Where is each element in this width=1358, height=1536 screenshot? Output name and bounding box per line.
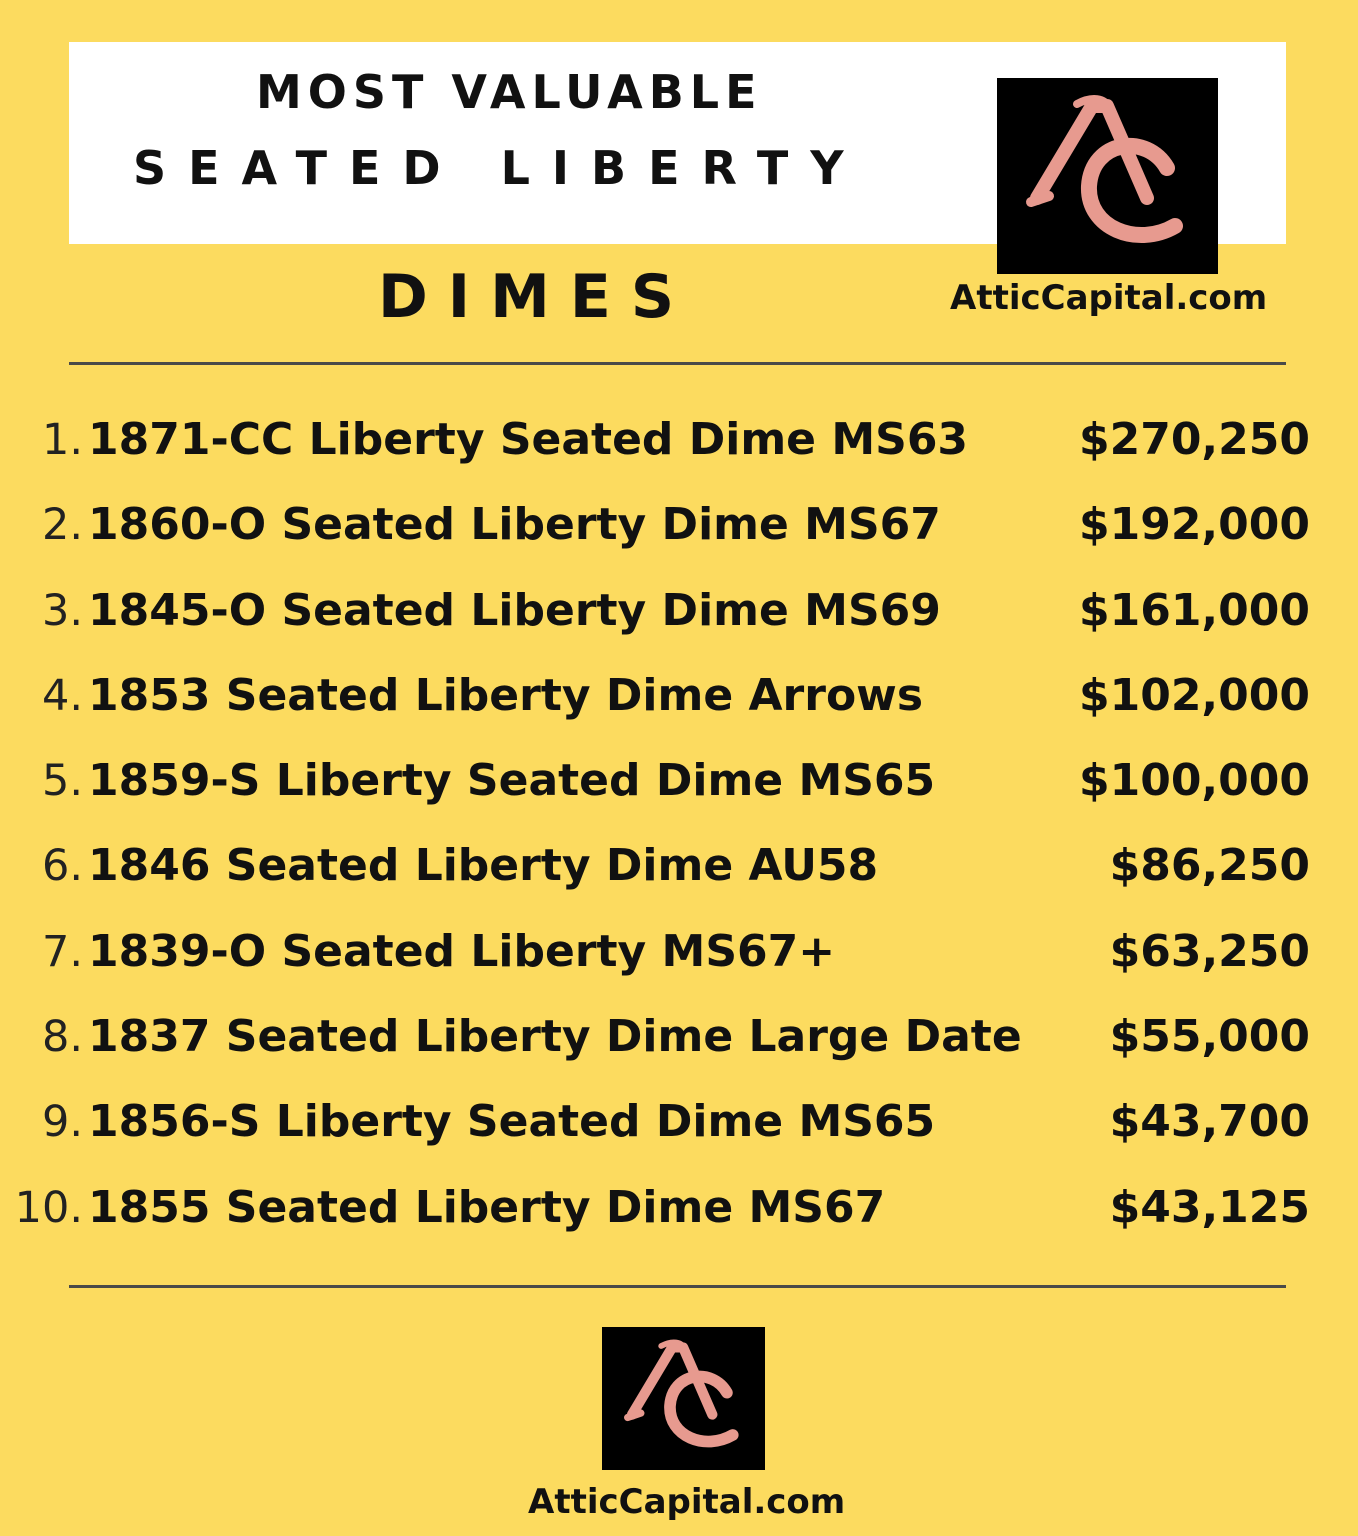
coin-value: $270,250 [1078,414,1310,465]
ranking-row-4 [0,654,1358,739]
ranking-row-3 [0,569,1358,654]
divider-top [69,362,1286,365]
ranking-row-10 [0,1166,1358,1251]
title-most-valuable: MOST VALUABLE [256,65,763,119]
ranking-list [0,398,1358,1251]
ac-monogram-icon [602,1327,765,1470]
coin-name: 1856-S Liberty Seated Dime MS65 [88,1096,936,1148]
title-dimes: DIMES [378,262,695,332]
coin-value: $63,250 [1109,925,1310,977]
rank-number: 10. [14,1182,83,1233]
coin-value: $55,000 [1109,1011,1310,1063]
coin-name: 1855 Seated Liberty Dime MS67 [88,1181,886,1233]
coin-value: $102,000 [1078,669,1310,721]
ranking-row-1 [0,398,1358,483]
coin-name: 1837 Seated Liberty Dime Large Date [88,1011,1022,1063]
coin-name: 1871-CC Liberty Seated Dime MS63 [88,414,969,465]
rank-number: 5. [41,756,83,807]
ranking-row-5 [0,739,1358,824]
coin-name: 1846 Seated Liberty Dime AU58 [88,840,879,892]
coin-name: 1859-S Liberty Seated Dime MS65 [88,755,936,807]
coin-value: $86,250 [1109,840,1310,892]
website-label-top: AtticCapital.com [950,278,1268,318]
ac-monogram-icon [997,78,1218,274]
coin-name: 1853 Seated Liberty Dime Arrows [88,669,924,721]
coin-value: $161,000 [1078,584,1310,636]
coin-value: $43,700 [1109,1096,1310,1148]
ac-monogram-logo-icon [997,78,1218,274]
coin-value: $100,000 [1078,755,1310,807]
rank-number: 4. [41,670,83,721]
website-label-bottom: AtticCapital.com [528,1482,846,1522]
coin-value: $43,125 [1109,1181,1310,1233]
coin-name: 1845-O Seated Liberty Dime MS69 [88,584,941,636]
divider-bottom [69,1285,1286,1288]
rank-number: 8. [41,1012,83,1063]
rank-number: 3. [41,585,83,636]
ranking-row-2 [0,483,1358,568]
rank-number: 2. [41,500,83,551]
coin-value: $192,000 [1078,499,1310,551]
coin-name: 1839-O Seated Liberty MS67+ [88,925,836,977]
ranking-row-6 [0,824,1358,909]
ac-monogram-logo-icon [602,1327,765,1470]
rank-number: 9. [41,1097,83,1148]
ranking-row-7 [0,910,1358,995]
rank-number: 1. [41,415,83,465]
ranking-row-8 [0,995,1358,1080]
title-seated-liberty: SEATED LIBERTY [133,141,866,195]
rank-number: 7. [41,926,83,977]
ranking-row-9 [0,1080,1358,1165]
rank-number: 6. [41,841,83,892]
coin-name: 1860-O Seated Liberty Dime MS67 [88,499,941,551]
